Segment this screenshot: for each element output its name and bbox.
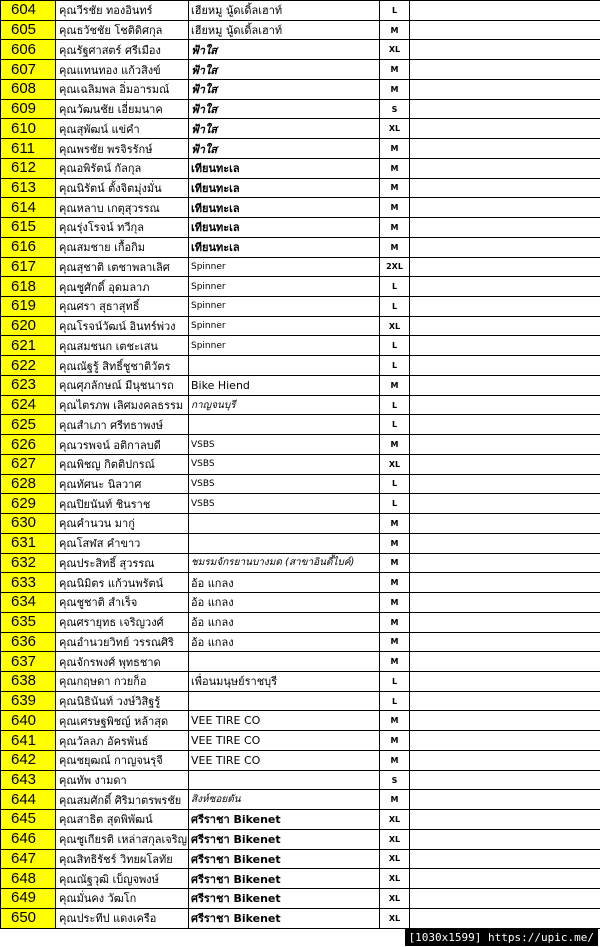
row-number: 628 — [1, 474, 56, 494]
table-row — [1, 829, 600, 849]
shirt-size: M — [380, 20, 410, 40]
row-number: 608 — [1, 79, 56, 99]
participant-name: คุณแทนทอง แก้วสิงข์ — [56, 60, 189, 80]
shirt-size: M — [380, 237, 410, 257]
shirt-size: 2XL — [380, 257, 410, 277]
table-row — [1, 257, 600, 277]
shirt-size: M — [380, 139, 410, 159]
shirt-size: M — [380, 652, 410, 672]
row-number: 606 — [1, 40, 56, 60]
empty-cell — [410, 593, 600, 613]
row-number: 604 — [1, 1, 56, 21]
row-number: 647 — [1, 849, 56, 869]
empty-cell — [410, 553, 600, 573]
participant-name: คุณประสิทธิ์ สุวรรณ — [56, 553, 189, 573]
shirt-size: L — [380, 277, 410, 297]
row-number: 635 — [1, 612, 56, 632]
team-name: ศรีราชา Bikenet — [189, 829, 380, 849]
table-row — [1, 99, 600, 119]
row-number: 636 — [1, 632, 56, 652]
shirt-size: M — [380, 593, 410, 613]
shirt-size: XL — [380, 454, 410, 474]
table-row — [1, 297, 600, 317]
shirt-size: M — [380, 533, 410, 553]
team-name: Spinner — [189, 336, 380, 356]
row-number: 637 — [1, 652, 56, 672]
team-name: อ้อ แกลง — [189, 573, 380, 593]
team-name: ศรีราชา Bikenet — [189, 908, 380, 928]
participant-name: คุณโสฬส คำขาว — [56, 533, 189, 553]
shirt-size: L — [380, 671, 410, 691]
participant-name: คุณมั่นคง วัฒโก — [56, 889, 189, 909]
empty-cell — [410, 810, 600, 830]
shirt-size: L — [380, 691, 410, 711]
participant-name: คุณสำเภา ศรีทธาพงษ์ — [56, 415, 189, 435]
participant-name: คุณวรพจน์ อติกาลบดี — [56, 435, 189, 455]
table-row — [1, 119, 600, 139]
participant-name: คุณชูศักดิ์ อุดมลาภ — [56, 277, 189, 297]
participant-name: คุณนิธินันท์ วงษ์วิสิฐรู้ — [56, 691, 189, 711]
participant-name: คุณกฤษดา กวยก็อ — [56, 671, 189, 691]
shirt-size: M — [380, 553, 410, 573]
table-row — [1, 770, 600, 790]
shirt-size: M — [380, 375, 410, 395]
shirt-size: XL — [380, 849, 410, 869]
table-row — [1, 454, 600, 474]
participant-name: คุณโรจน์วัฒน์ อินทร์พ่วง — [56, 316, 189, 336]
empty-cell — [410, 158, 600, 178]
empty-cell — [410, 829, 600, 849]
team-name: เทียนทะเล — [189, 198, 380, 218]
participant-name: คุณทัศนะ นิลวาศ — [56, 474, 189, 494]
shirt-size: M — [380, 790, 410, 810]
row-number: 642 — [1, 750, 56, 770]
row-number: 643 — [1, 770, 56, 790]
shirt-size: XL — [380, 810, 410, 830]
row-number: 644 — [1, 790, 56, 810]
shirt-size: M — [380, 218, 410, 238]
participant-name: คุณชยุฒณ์ กาญจนรุจี — [56, 750, 189, 770]
team-name: Bike Hiend — [189, 375, 380, 395]
shirt-size: M — [380, 573, 410, 593]
empty-cell — [410, 711, 600, 731]
participant-table-body — [1, 1, 600, 929]
row-number: 632 — [1, 553, 56, 573]
team-name: VEE TIRE CO — [189, 750, 380, 770]
shirt-size: M — [380, 178, 410, 198]
participant-name: คุณสมศักดิ์ ศิริมาตรพรชัย — [56, 790, 189, 810]
empty-cell — [410, 474, 600, 494]
row-number: 611 — [1, 139, 56, 159]
row-number: 649 — [1, 889, 56, 909]
shirt-size: M — [380, 514, 410, 534]
row-number: 619 — [1, 297, 56, 317]
empty-cell — [410, 139, 600, 159]
team-name: ฟ้าใส — [189, 99, 380, 119]
empty-cell — [410, 40, 600, 60]
empty-cell — [410, 908, 600, 928]
empty-cell — [410, 60, 600, 80]
row-number: 629 — [1, 494, 56, 514]
table-row — [1, 198, 600, 218]
empty-cell — [410, 375, 600, 395]
empty-cell — [410, 691, 600, 711]
participant-name: คุณณัฐวุฒิ เบ็ญจพงษ์ — [56, 869, 189, 889]
row-number: 624 — [1, 395, 56, 415]
empty-cell — [410, 869, 600, 889]
shirt-size: XL — [380, 869, 410, 889]
empty-cell — [410, 198, 600, 218]
empty-cell — [410, 849, 600, 869]
participant-name: คุณณัฐรู้ สิทธิ์ชูชาติวัตร — [56, 356, 189, 376]
team-name: Spinner — [189, 277, 380, 297]
shirt-size: XL — [380, 119, 410, 139]
shirt-size: S — [380, 770, 410, 790]
team-name: ฟ้าใส — [189, 119, 380, 139]
participant-name: คุณเฉลิมพล อิ่มอารมณ์ — [56, 79, 189, 99]
participant-name: คุณทัพ งามดา — [56, 770, 189, 790]
empty-cell — [410, 99, 600, 119]
team-name: ฟ้าใส — [189, 60, 380, 80]
participant-name: คุณสุพัฒน์ แข่คำ — [56, 119, 189, 139]
participant-name: คุณธวัชชัย โชติดิศกุล — [56, 20, 189, 40]
team-name: Spinner — [189, 297, 380, 317]
participant-name: คุณวัฒนชัย เอี่ยมนาค — [56, 99, 189, 119]
empty-cell — [410, 514, 600, 534]
empty-cell — [410, 750, 600, 770]
empty-cell — [410, 336, 600, 356]
shirt-size: M — [380, 632, 410, 652]
empty-cell — [410, 435, 600, 455]
empty-cell — [410, 297, 600, 317]
empty-cell — [410, 415, 600, 435]
row-number: 626 — [1, 435, 56, 455]
shirt-size: M — [380, 198, 410, 218]
table-row — [1, 316, 600, 336]
team-name: อ้อ แกลง — [189, 632, 380, 652]
table-row — [1, 375, 600, 395]
empty-cell — [410, 889, 600, 909]
team-name: เทียนทะเล — [189, 158, 380, 178]
team-name: เฮียหมู นู้ดเดิ้ลเฮาท์ — [189, 1, 380, 21]
row-number: 610 — [1, 119, 56, 139]
empty-cell — [410, 494, 600, 514]
table-row — [1, 415, 600, 435]
table-row — [1, 356, 600, 376]
participant-name: คุณประทีป แดงเครือ — [56, 908, 189, 928]
empty-cell — [410, 671, 600, 691]
shirt-size: XL — [380, 889, 410, 909]
row-number: 627 — [1, 454, 56, 474]
participant-name: คุณสุชาติ เตชาพลาเลิศ — [56, 257, 189, 277]
team-name: อ้อ แกลง — [189, 612, 380, 632]
team-name: VEE TIRE CO — [189, 711, 380, 731]
team-name: VSBS — [189, 435, 380, 455]
team-name — [189, 356, 380, 376]
table-row — [1, 474, 600, 494]
table-row — [1, 40, 600, 60]
table-row — [1, 139, 600, 159]
shirt-size: M — [380, 158, 410, 178]
team-name: VSBS — [189, 474, 380, 494]
team-name: ศรีราชา Bikenet — [189, 810, 380, 830]
row-number: 639 — [1, 691, 56, 711]
participant-name: คุณปิยนันท์ ชินราช — [56, 494, 189, 514]
table-row — [1, 908, 600, 928]
team-name — [189, 415, 380, 435]
shirt-size: M — [380, 612, 410, 632]
team-name: VSBS — [189, 494, 380, 514]
participant-name: คุณคำนวน มากู่ — [56, 514, 189, 534]
row-number: 646 — [1, 829, 56, 849]
row-number: 622 — [1, 356, 56, 376]
shirt-size: XL — [380, 316, 410, 336]
table-row — [1, 593, 600, 613]
empty-cell — [410, 277, 600, 297]
participant-name: คุณชูชาติ สำเร็จ — [56, 593, 189, 613]
shirt-size: S — [380, 99, 410, 119]
empty-cell — [410, 612, 600, 632]
row-number: 630 — [1, 514, 56, 534]
row-number: 638 — [1, 671, 56, 691]
table-row — [1, 277, 600, 297]
table-row — [1, 750, 600, 770]
shirt-size: M — [380, 435, 410, 455]
team-name — [189, 533, 380, 553]
table-row — [1, 553, 600, 573]
shirt-size: L — [380, 415, 410, 435]
table-row — [1, 435, 600, 455]
empty-cell — [410, 237, 600, 257]
participant-name: คุณสมชนก เตชะเสน — [56, 336, 189, 356]
table-row — [1, 889, 600, 909]
empty-cell — [410, 218, 600, 238]
empty-cell — [410, 1, 600, 21]
participant-name: คุณวัลลภ อัครพันธ์ — [56, 731, 189, 751]
participant-name: คุณพรชัย พรจิรรักษ์ — [56, 139, 189, 159]
shirt-size: XL — [380, 908, 410, 928]
row-number: 615 — [1, 218, 56, 238]
shirt-size: L — [380, 297, 410, 317]
team-name: VEE TIRE CO — [189, 731, 380, 751]
shirt-size: L — [380, 1, 410, 21]
shirt-size: L — [380, 336, 410, 356]
team-name: กาญจนบุรี — [189, 395, 380, 415]
empty-cell — [410, 533, 600, 553]
shirt-size: L — [380, 494, 410, 514]
row-number: 650 — [1, 908, 56, 928]
team-name: ศรีราชา Bikenet — [189, 849, 380, 869]
team-name — [189, 514, 380, 534]
empty-cell — [410, 454, 600, 474]
shirt-size: M — [380, 60, 410, 80]
table-row — [1, 711, 600, 731]
team-name: ศรีราชา Bikenet — [189, 889, 380, 909]
shirt-size: M — [380, 731, 410, 751]
empty-cell — [410, 770, 600, 790]
row-number: 618 — [1, 277, 56, 297]
table-row — [1, 494, 600, 514]
table-row — [1, 237, 600, 257]
table-row — [1, 671, 600, 691]
row-number: 613 — [1, 178, 56, 198]
empty-cell — [410, 731, 600, 751]
team-name: Spinner — [189, 316, 380, 336]
participant-name: คุณไตรภพ เลิศมงคลธรรม — [56, 395, 189, 415]
participant-name: คุณอพิรัตน์ กัลกุล — [56, 158, 189, 178]
participant-name: คุณรัฐศาสตร์ ศรีเมือง — [56, 40, 189, 60]
team-name — [189, 770, 380, 790]
table-row — [1, 218, 600, 238]
participant-name: คุณหลาบ เกตุสุวรรณ — [56, 198, 189, 218]
shirt-size: L — [380, 474, 410, 494]
row-number: 645 — [1, 810, 56, 830]
participant-name: คุณจักรพงศ์ พุทธชาด — [56, 652, 189, 672]
team-name: เฮียหมู นู้ดเดิ้ลเฮาท์ — [189, 20, 380, 40]
team-name: ฟ้าใส — [189, 40, 380, 60]
participant-name: คุณชูเกียรติ เหล่าสกุลเจริญ — [56, 829, 189, 849]
table-row — [1, 810, 600, 830]
row-number: 623 — [1, 375, 56, 395]
table-row — [1, 573, 600, 593]
image-size-watermark: [1030x1599] https://upic.me/ — [405, 929, 598, 946]
empty-cell — [410, 79, 600, 99]
team-name: เทียนทะเล — [189, 218, 380, 238]
participant-name: คุณอำนวยวิทย์ วรรณศิริ — [56, 632, 189, 652]
shirt-size: XL — [380, 40, 410, 60]
empty-cell — [410, 573, 600, 593]
empty-cell — [410, 316, 600, 336]
row-number: 607 — [1, 60, 56, 80]
table-row — [1, 691, 600, 711]
row-number: 609 — [1, 99, 56, 119]
table-row — [1, 612, 600, 632]
table-row — [1, 533, 600, 553]
team-name: ชมรมจักรยานบางมด (สาขาอินดี้ไบค์) — [189, 553, 380, 573]
empty-cell — [410, 395, 600, 415]
row-number: 625 — [1, 415, 56, 435]
row-number: 648 — [1, 869, 56, 889]
row-number: 605 — [1, 20, 56, 40]
shirt-size: M — [380, 711, 410, 731]
participant-name: คุณพิชญ กิตติปกรณ์ — [56, 454, 189, 474]
participant-name: คุณเศรษฐพิชญ์ หล้าสุด — [56, 711, 189, 731]
table-row — [1, 514, 600, 534]
row-number: 614 — [1, 198, 56, 218]
team-name: เพื่อนมนุษย์ราชบุรี — [189, 671, 380, 691]
empty-cell — [410, 119, 600, 139]
row-number: 612 — [1, 158, 56, 178]
participant-name: คุณรุ่งโรจน์ ทวีกุล — [56, 218, 189, 238]
empty-cell — [410, 20, 600, 40]
row-number: 633 — [1, 573, 56, 593]
team-name: ศรีราชา Bikenet — [189, 869, 380, 889]
team-name: สิงห์ซอยตัน — [189, 790, 380, 810]
empty-cell — [410, 356, 600, 376]
table-row — [1, 849, 600, 869]
shirt-size: L — [380, 395, 410, 415]
participant-name: คุณศรา สุธาสุทธิ์ — [56, 297, 189, 317]
table-row — [1, 395, 600, 415]
empty-cell — [410, 257, 600, 277]
table-row — [1, 158, 600, 178]
participant-name: คุณนิรัตน์ ตั้งจิตมุ่งมั่น — [56, 178, 189, 198]
table-row — [1, 20, 600, 40]
participant-name: คุณสาธิต สุดพิพัฒน์ — [56, 810, 189, 830]
empty-cell — [410, 790, 600, 810]
row-number: 631 — [1, 533, 56, 553]
row-number: 620 — [1, 316, 56, 336]
table-row — [1, 178, 600, 198]
empty-cell — [410, 178, 600, 198]
participant-name: คุณวีรชัย ทองอินทร์ — [56, 1, 189, 21]
participant-name: คุณสิทธิรัชร์ วิทยผโลทัย — [56, 849, 189, 869]
team-name: เทียนทะเล — [189, 237, 380, 257]
shirt-size: M — [380, 750, 410, 770]
table-row — [1, 790, 600, 810]
table-row — [1, 336, 600, 356]
participant-name: คุณศรายุทธ เจริญวงศ์ — [56, 612, 189, 632]
shirt-size: XL — [380, 829, 410, 849]
team-name: อ้อ แกลง — [189, 593, 380, 613]
row-number: 621 — [1, 336, 56, 356]
team-name: ฟ้าใส — [189, 79, 380, 99]
table-row — [1, 632, 600, 652]
team-name — [189, 652, 380, 672]
participant-name: คุณศุภลักษณ์ มีนุชนารถ — [56, 375, 189, 395]
team-name — [189, 691, 380, 711]
team-name: เทียนทะเล — [189, 178, 380, 198]
participant-name: คุณสมชาย เกื้อกิม — [56, 237, 189, 257]
table-row — [1, 731, 600, 751]
team-name: ฟ้าใส — [189, 139, 380, 159]
team-name: Spinner — [189, 257, 380, 277]
team-name: VSBS — [189, 454, 380, 474]
empty-cell — [410, 652, 600, 672]
row-number: 641 — [1, 731, 56, 751]
shirt-size: L — [380, 356, 410, 376]
participant-name: คุณนิมิตร แก้วนพรัตน์ — [56, 573, 189, 593]
shirt-size: M — [380, 79, 410, 99]
empty-cell — [410, 632, 600, 652]
table-row — [1, 79, 600, 99]
table-row — [1, 60, 600, 80]
table-row — [1, 652, 600, 672]
row-number: 640 — [1, 711, 56, 731]
row-number: 617 — [1, 257, 56, 277]
row-number: 616 — [1, 237, 56, 257]
table-row — [1, 1, 600, 21]
table-row — [1, 869, 600, 889]
row-number: 634 — [1, 593, 56, 613]
